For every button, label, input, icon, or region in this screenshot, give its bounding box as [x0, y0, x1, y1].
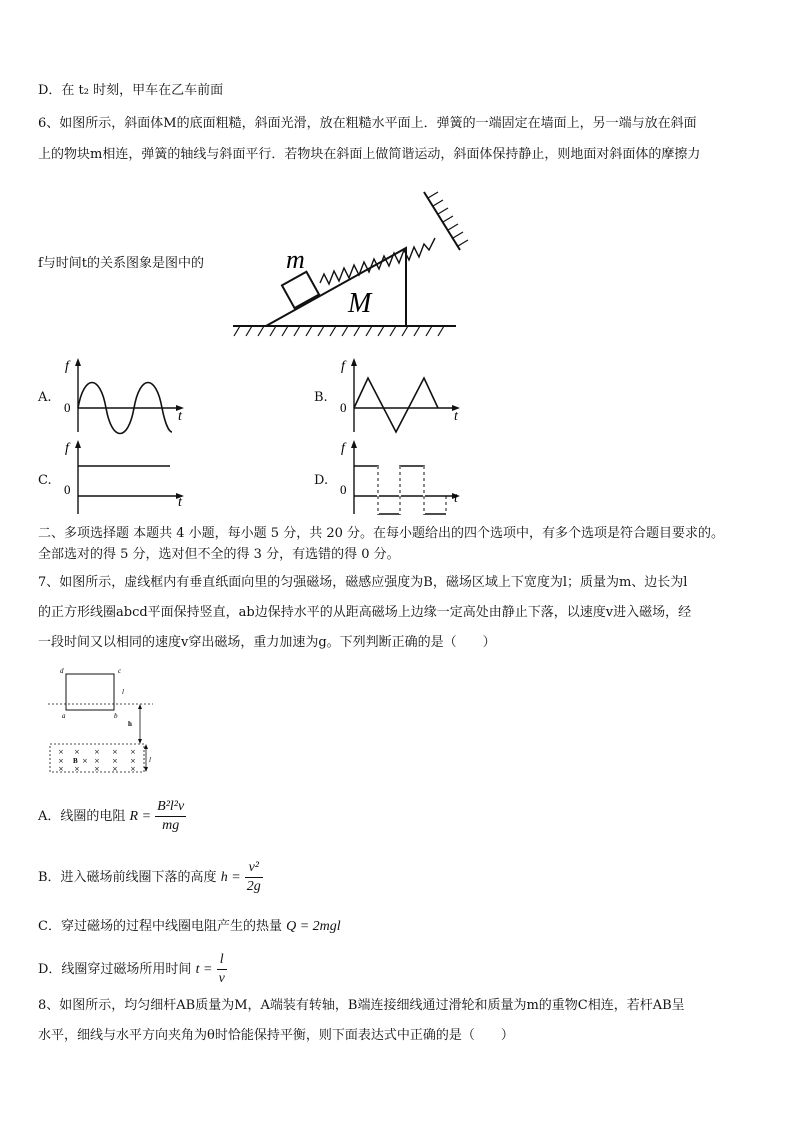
svg-text:×: × [130, 757, 136, 765]
svg-text:B: B [73, 757, 78, 765]
svg-text:t: t [178, 409, 182, 424]
q7-option-a-fraction: $\frac{\text{B²l²v}}{mg}$ [157, 799, 185, 833]
svg-text:×: × [112, 757, 118, 765]
svg-text:×: × [74, 748, 80, 756]
q6-option-a-letter[interactable]: A. [38, 390, 52, 405]
q6-option-b-graph[interactable] [338, 356, 474, 436]
q6-stem-line3: f与时间t的关系图象是图中的 [38, 256, 205, 271]
q6-incline-figure [228, 180, 468, 340]
svg-text:×: × [58, 748, 64, 756]
svg-text:f: f [341, 441, 345, 456]
q7-option-d-fraction: $\frac{l}{v}$ [218, 952, 225, 986]
svg-text:h: h [128, 720, 132, 728]
q7-magnetic-field-figure [48, 664, 158, 780]
svg-text:b: b [114, 712, 118, 720]
q6-option-d-letter[interactable]: D. [314, 473, 329, 488]
q6-option-d-graph[interactable] [338, 438, 474, 518]
section2-instructions-line1: 二、多项选择题 本题共 4 小题，每小题 5 分，共 20 分。在每小题给出的四个选项中，有多个选项是符合题目要求的。 [38, 526, 725, 541]
svg-text:×: × [130, 748, 136, 756]
q7-stem-line2: 的正方形线圈abcd平面保持竖直，ab边保持水平的从距高磁场上边缘一定高处由静止下落，以速度v进入磁场，经 [38, 605, 692, 620]
q6-option-a-graph[interactable] [62, 356, 198, 436]
svg-text:×: × [58, 757, 64, 765]
q6-option-c-letter[interactable]: C. [38, 473, 52, 488]
q6-stem-line1: 6、如图所示，斜面体M的底面粗糙，斜面光滑，放在粗糙水平面上．弹簧的一端固定在墙面上，另一端与放在斜面 [38, 116, 697, 131]
q6-stem-line2: 上的物块m相连，弹簧的轴线与斜面平行．若物块在斜面上做简谐运动，斜面体保持静止，则地面对斜面体的摩擦力 [38, 147, 701, 162]
q7-option-c[interactable]: C．穿过磁场的过程中线圈电阻产生的热量 Q = 2mgl [38, 919, 341, 934]
svg-text:d: d [60, 667, 64, 675]
svg-text:l: l [122, 688, 124, 696]
svg-text:×: × [112, 765, 118, 773]
q6-option-b-letter[interactable]: B. [314, 390, 328, 405]
svg-text:f: f [65, 441, 69, 456]
svg-text:×: × [82, 757, 88, 765]
q7-option-a[interactable]: A．线圈的电阻 R = $\frac{\text{B²l²v}}{mg}$ [38, 799, 185, 833]
q7-option-b[interactable]: B．进入磁场前线圈下落的高度 h = $\frac{\text{v²}}{2g}$ [38, 860, 261, 894]
q7-option-d[interactable]: D．线圈穿过磁场所用时间 t = $\frac{l}{v}$ [38, 952, 225, 986]
q7-stem-line1: 7、如图所示，虚线框内有垂直纸面向里的匀强磁场，磁感应强度为B，磁场区域上下宽度为l；质量为m、边长为l [38, 575, 688, 590]
svg-text:×: × [112, 748, 118, 756]
q6-label-M: M [348, 288, 372, 319]
svg-text:l: l [149, 756, 151, 764]
svg-text:c: c [118, 667, 122, 675]
q6-option-c-graph[interactable] [62, 438, 198, 518]
q7-option-b-fraction: $\frac{\text{v²}}{2g}$ [246, 860, 261, 894]
section2-instructions-line2: 全部选对的得 5 分，选对但不全的得 3 分，有选错的得 0 分。 [38, 547, 400, 562]
svg-text:0: 0 [340, 400, 347, 415]
q5-option-d: D．在 t₂ 时刻，甲车在乙车前面 [38, 83, 224, 98]
svg-text:×: × [94, 748, 100, 756]
svg-text:t: t [454, 409, 458, 424]
svg-text:0: 0 [64, 482, 71, 497]
svg-text:×: × [58, 765, 64, 773]
svg-text:0: 0 [340, 482, 347, 497]
svg-text:×: × [130, 765, 136, 773]
svg-text:×: × [94, 757, 100, 765]
svg-text:f: f [65, 359, 69, 374]
svg-text:t: t [454, 491, 458, 506]
svg-text:0: 0 [64, 400, 71, 415]
q8-stem-line2: 水平，细线与水平方向夹角为θ时恰能保持平衡，则下面表达式中正确的是（ ） [38, 1028, 514, 1043]
svg-text:f: f [341, 359, 345, 374]
svg-text:a: a [62, 712, 66, 720]
svg-text:t: t [178, 495, 182, 510]
q7-stem-line3: 一段时间又以相同的速度v穿出磁场，重力加速为g。下列判断正确的是（ ） [38, 635, 496, 650]
svg-text:×: × [94, 765, 100, 773]
q6-label-m: m [286, 245, 305, 274]
svg-text:×: × [74, 765, 80, 773]
q8-stem-line1: 8、如图所示，均匀细杆AB质量为M，A端装有转轴，B端连接细线通过滑轮和质量为m的重物C相连，若杆AB呈 [38, 998, 685, 1013]
